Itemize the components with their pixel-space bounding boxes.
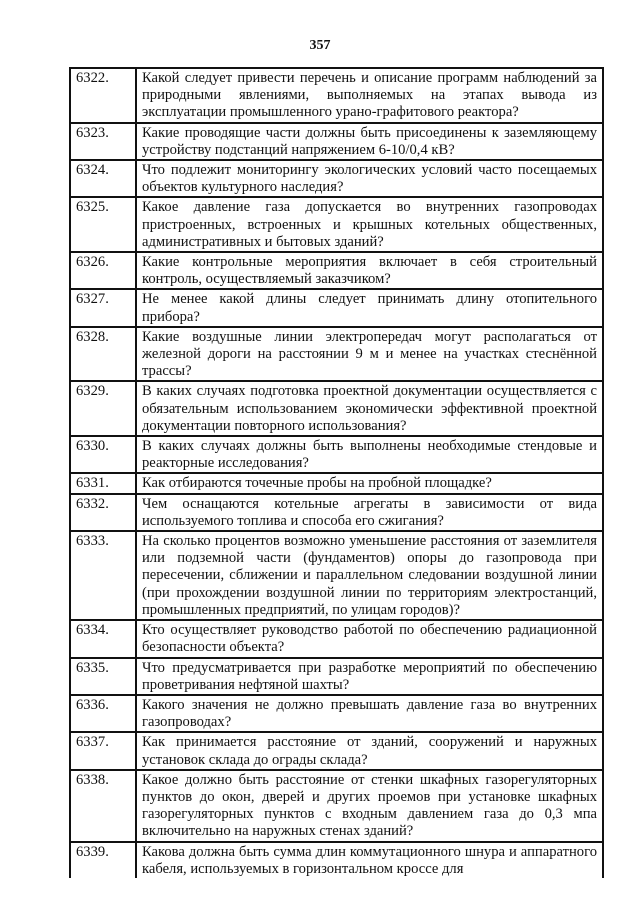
question-text: Какое давление газа допускается во внутренних газопроводах пристроенных, встроенных и крышных котельных общественных, административных и бытовых зданий?: [136, 197, 603, 252]
question-text: Кто осуществляет руководство работой по обеспечению радиационной безопасности объекта?: [136, 620, 603, 657]
question-text: Как принимается расстояние от зданий, сооружений и наружных установок склада до ограды склада?: [136, 732, 603, 769]
table-row: [70, 436, 603, 473]
question-number: 6339.: [70, 842, 136, 878]
question-text: Какие воздушные линии электропередач могут располагаться от железной дороги на расстоянии 9 м и менее на участках стеснённой трассы?: [136, 327, 603, 382]
question-number: 6331.: [70, 473, 136, 493]
table-row: [70, 123, 603, 160]
question-number: 6323.: [70, 123, 136, 160]
table-row: [70, 68, 603, 123]
question-number: 6328.: [70, 327, 136, 382]
question-text: Чем оснащаются котельные агрегаты в зависимости от вида используемого топлива и способа его сжигания?: [136, 494, 603, 531]
table-row: [70, 842, 603, 878]
table-row: [70, 494, 603, 531]
table-row: [70, 770, 603, 842]
question-text: Не менее какой длины следует принимать длину отопительного прибора?: [136, 289, 603, 326]
question-text: Какова должна быть сумма длин коммутационного шнура и аппаратного кабеля, используемых в горизонтальном кроссе для: [136, 842, 603, 878]
question-text: Какие проводящие части должны быть присоединены к заземляющему устройству подстанций напряжением 6-10/0,4 кВ?: [136, 123, 603, 160]
question-number: 6326.: [70, 252, 136, 289]
table-row: [70, 473, 603, 493]
table-row: [70, 732, 603, 769]
question-number: 6330.: [70, 436, 136, 473]
table-row: [70, 695, 603, 732]
questions-table: [69, 67, 604, 878]
question-number: 6333.: [70, 531, 136, 620]
table-row: [70, 327, 603, 382]
question-text: На сколько процентов возможно уменьшение расстояния от заземлителя или подземной части (фундаментов) опоры до газопровода при пересечении, сближении и параллельном следовании воздушной линии (при прохождении воздушной линии по территориям электростанций, промышленных предприятий, по улицам городов)?: [136, 531, 603, 620]
question-number: 6324.: [70, 160, 136, 197]
table-row: [70, 197, 603, 252]
question-text: Как отбираются точечные пробы на пробной площадке?: [136, 473, 603, 493]
table-row: [70, 160, 603, 197]
table-row: [70, 658, 603, 695]
question-number: 6334.: [70, 620, 136, 657]
question-number: 6332.: [70, 494, 136, 531]
question-text: Какого значения не должно превышать давление газа во внутренних газопроводах?: [136, 695, 603, 732]
table-row: [70, 620, 603, 657]
question-text: В каких случаях подготовка проектной документации осуществляется с обязательным использованием экономически эффективной проектной документации повторного использования?: [136, 381, 603, 436]
question-number: 6322.: [70, 68, 136, 123]
question-text: Что предусматривается при разработке мероприятий по обеспечению проветривания нефтяной шахты?: [136, 658, 603, 695]
question-text: В каких случаях должны быть выполнены необходимые стендовые и реакторные исследования?: [136, 436, 603, 473]
question-number: 6327.: [70, 289, 136, 326]
question-text: Какое должно быть расстояние от стенки шкафных газорегуляторных пунктов до окон, дверей и других проемов при установке шкафных газорегуляторных пунктов с входным давлением газа до 0,3 мпа включительно на наружных стенах зданий?: [136, 770, 603, 842]
question-number: 6337.: [70, 732, 136, 769]
question-text: Что подлежит мониторингу экологических условий часто посещаемых объектов культурного наследия?: [136, 160, 603, 197]
question-number: 6329.: [70, 381, 136, 436]
question-text: Какой следует привести перечень и описание программ наблюдений за природными явлениями, выполняемых на этапах вывода из эксплуатации промышленного урано-графитового реактора?: [136, 68, 603, 123]
table-row: [70, 252, 603, 289]
question-number: 6325.: [70, 197, 136, 252]
question-number: 6338.: [70, 770, 136, 842]
table-row: [70, 289, 603, 326]
question-number: 6335.: [70, 658, 136, 695]
question-text: Какие контрольные мероприятия включает в себя строительный контроль, осуществляемый заказчиком?: [136, 252, 603, 289]
table-row: [70, 531, 603, 620]
question-number: 6336.: [70, 695, 136, 732]
table-row: [70, 381, 603, 436]
questions-table-body: [70, 68, 603, 878]
page-number: 357: [309, 38, 331, 53]
